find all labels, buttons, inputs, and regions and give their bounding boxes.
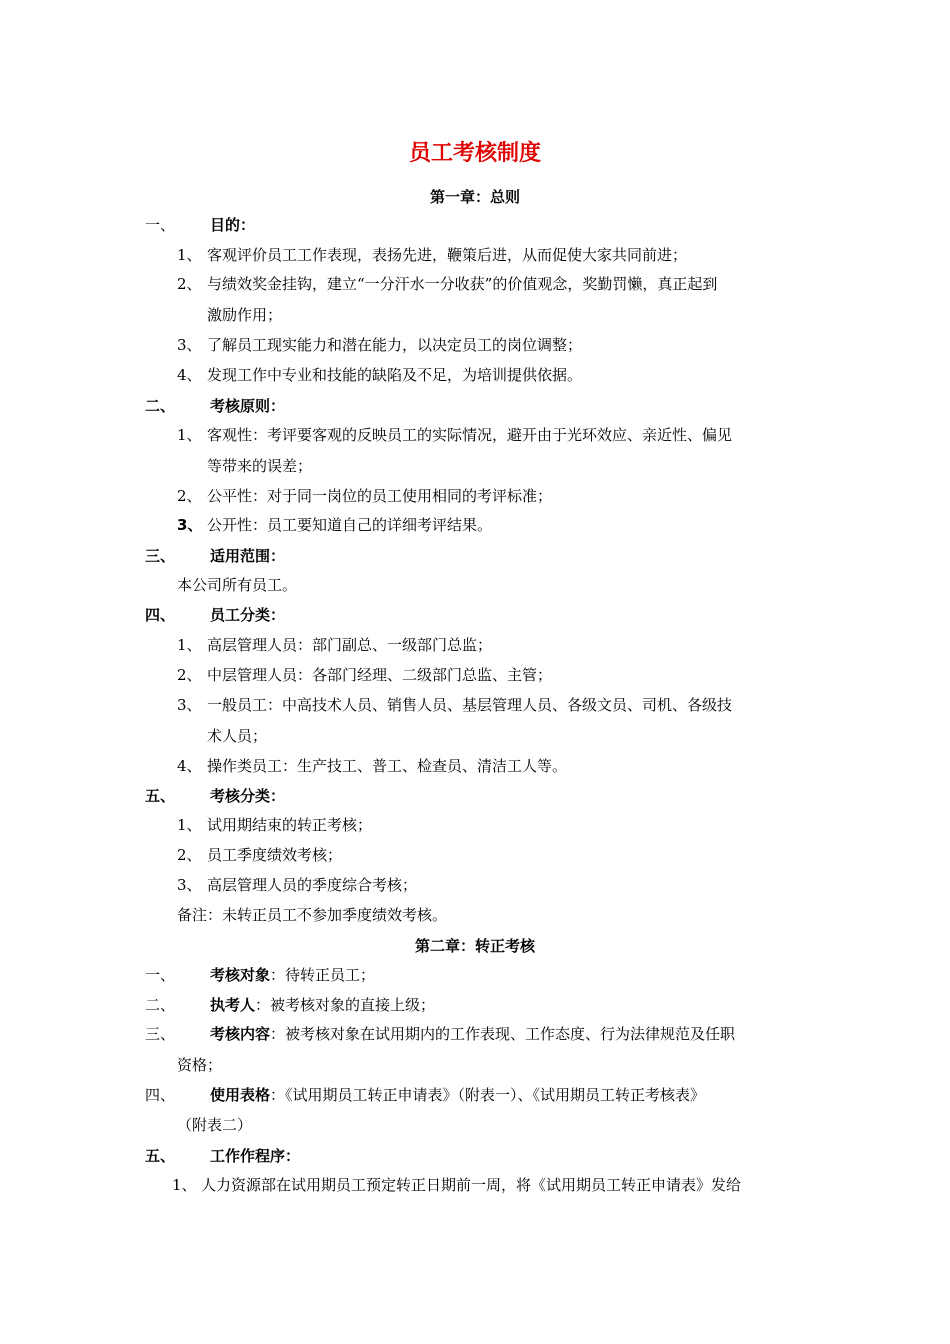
section-line: [210, 995, 435, 1015]
section-heading: 目的：: [210, 216, 256, 234]
item-number: 4、: [177, 757, 202, 775]
item-text: 人力资源部在试用期员工预定转正日期前一周，将《试用期员工转正申请表》发给: [201, 1176, 742, 1194]
chapter-2-title: 第二章：转正考核: [414, 937, 535, 955]
item-number: 1、: [177, 816, 202, 834]
chapter-1-title: 第一章：总则: [429, 188, 520, 206]
section-number: 四、: [145, 606, 176, 624]
item-text: 与绩效奖金挂钩，建立“一分汗水一分收获”的价值观念，奖勤罚懒，真正起到: [207, 275, 718, 293]
item-text: 公平性：对于同一岗位的员工使用相同的考评标准；: [207, 487, 553, 505]
item-number: 1、: [177, 246, 202, 264]
item-text-continued: 等带来的误差；: [207, 457, 313, 475]
section-number: 一、: [145, 216, 176, 234]
item-number: 2、: [177, 275, 202, 293]
item-text-continued: 激励作用；: [207, 306, 283, 324]
section-text: ：待转正员工；: [270, 966, 376, 984]
item-number: 3、: [177, 516, 203, 534]
item-text: 员工季度绩效考核；: [207, 846, 343, 864]
item-number: 1、: [177, 426, 202, 444]
section-text: ：被考核对象在试用期内的工作表现、工作态度、行为法律规范及任职: [270, 1025, 736, 1043]
section-number: 二、: [145, 397, 176, 415]
section-number: 五、: [145, 1147, 176, 1165]
section-number: 二、: [145, 996, 176, 1014]
item-text: 试用期结束的转正考核；: [207, 816, 373, 834]
section-heading: 考核内容: [210, 1025, 271, 1043]
item-number: 3、: [177, 696, 202, 714]
section-heading: 考核对象: [210, 966, 271, 984]
item-text: 高层管理人员：部门副总、一级部门总监；: [207, 636, 493, 654]
section-body: 本公司所有员工。: [177, 576, 298, 594]
item-text: 中层管理人员：各部门经理、二级部门总监、主管；: [207, 666, 553, 684]
item-number: 3、: [177, 876, 202, 894]
section-line: [210, 965, 375, 985]
item-number: 1、: [172, 1176, 197, 1194]
section-heading: 考核原则：: [210, 397, 286, 415]
section-heading: 考核分类：: [210, 787, 286, 805]
section-number: 三、: [145, 1025, 176, 1043]
item-text: 发现工作中专业和技能的缺陷及不足，为培训提供依据。: [207, 366, 583, 384]
item-number: 2、: [177, 487, 202, 505]
section-text-continued: （附表二）: [177, 1116, 253, 1134]
note-text: 备注：未转正员工不参加季度绩效考核。: [177, 906, 448, 924]
item-number: 2、: [177, 846, 202, 864]
document-title: 员工考核制度: [408, 141, 541, 166]
item-number: 3、: [177, 336, 202, 354]
section-number: 四、: [145, 1086, 176, 1104]
section-number: 一、: [145, 966, 176, 984]
section-number: 五、: [145, 787, 176, 805]
item-number: 1、: [177, 636, 202, 654]
item-text: 客观性：考评要客观的反映员工的实际情况，避开由于光环效应、亲近性、偏见: [207, 426, 733, 444]
section-heading: 工作作程序：: [210, 1147, 301, 1165]
item-text: 操作类员工：生产技工、普工、检查员、清洁工人等。: [207, 757, 568, 775]
section-number: 三、: [145, 547, 176, 565]
item-number: 2、: [177, 666, 202, 684]
item-text: 客观评价员工工作表现，表扬先进，鞭策后进，从而促使大家共同前进；: [207, 246, 688, 264]
item-text: 一般员工：中高技术人员、销售人员、基层管理人员、各级文员、司机、各级技: [207, 696, 733, 714]
section-line: [210, 1024, 735, 1044]
section-heading: 员工分类：: [210, 606, 286, 624]
section-text-continued: 资格；: [177, 1056, 223, 1074]
item-text: 了解员工现实能力和潜在能力，以决定员工的岗位调整；: [207, 336, 583, 354]
item-text-continued: 术人员；: [207, 727, 268, 745]
section-heading: 适用范围：: [210, 547, 286, 565]
section-text: ：被考核对象的直接上级；: [255, 996, 436, 1014]
item-text: 高层管理人员的季度综合考核；: [207, 876, 418, 894]
section-text: ：《试用期员工转正申请表》（附表一）、《试用期员工转正考核表》: [270, 1086, 706, 1104]
section-heading: 使用表格: [210, 1086, 271, 1104]
section-heading: 执考人: [210, 996, 256, 1014]
section-line: [210, 1085, 705, 1105]
item-text: 公开性：员工要知道自己的详细考评结果。: [207, 516, 493, 534]
item-number: 4、: [177, 366, 202, 384]
